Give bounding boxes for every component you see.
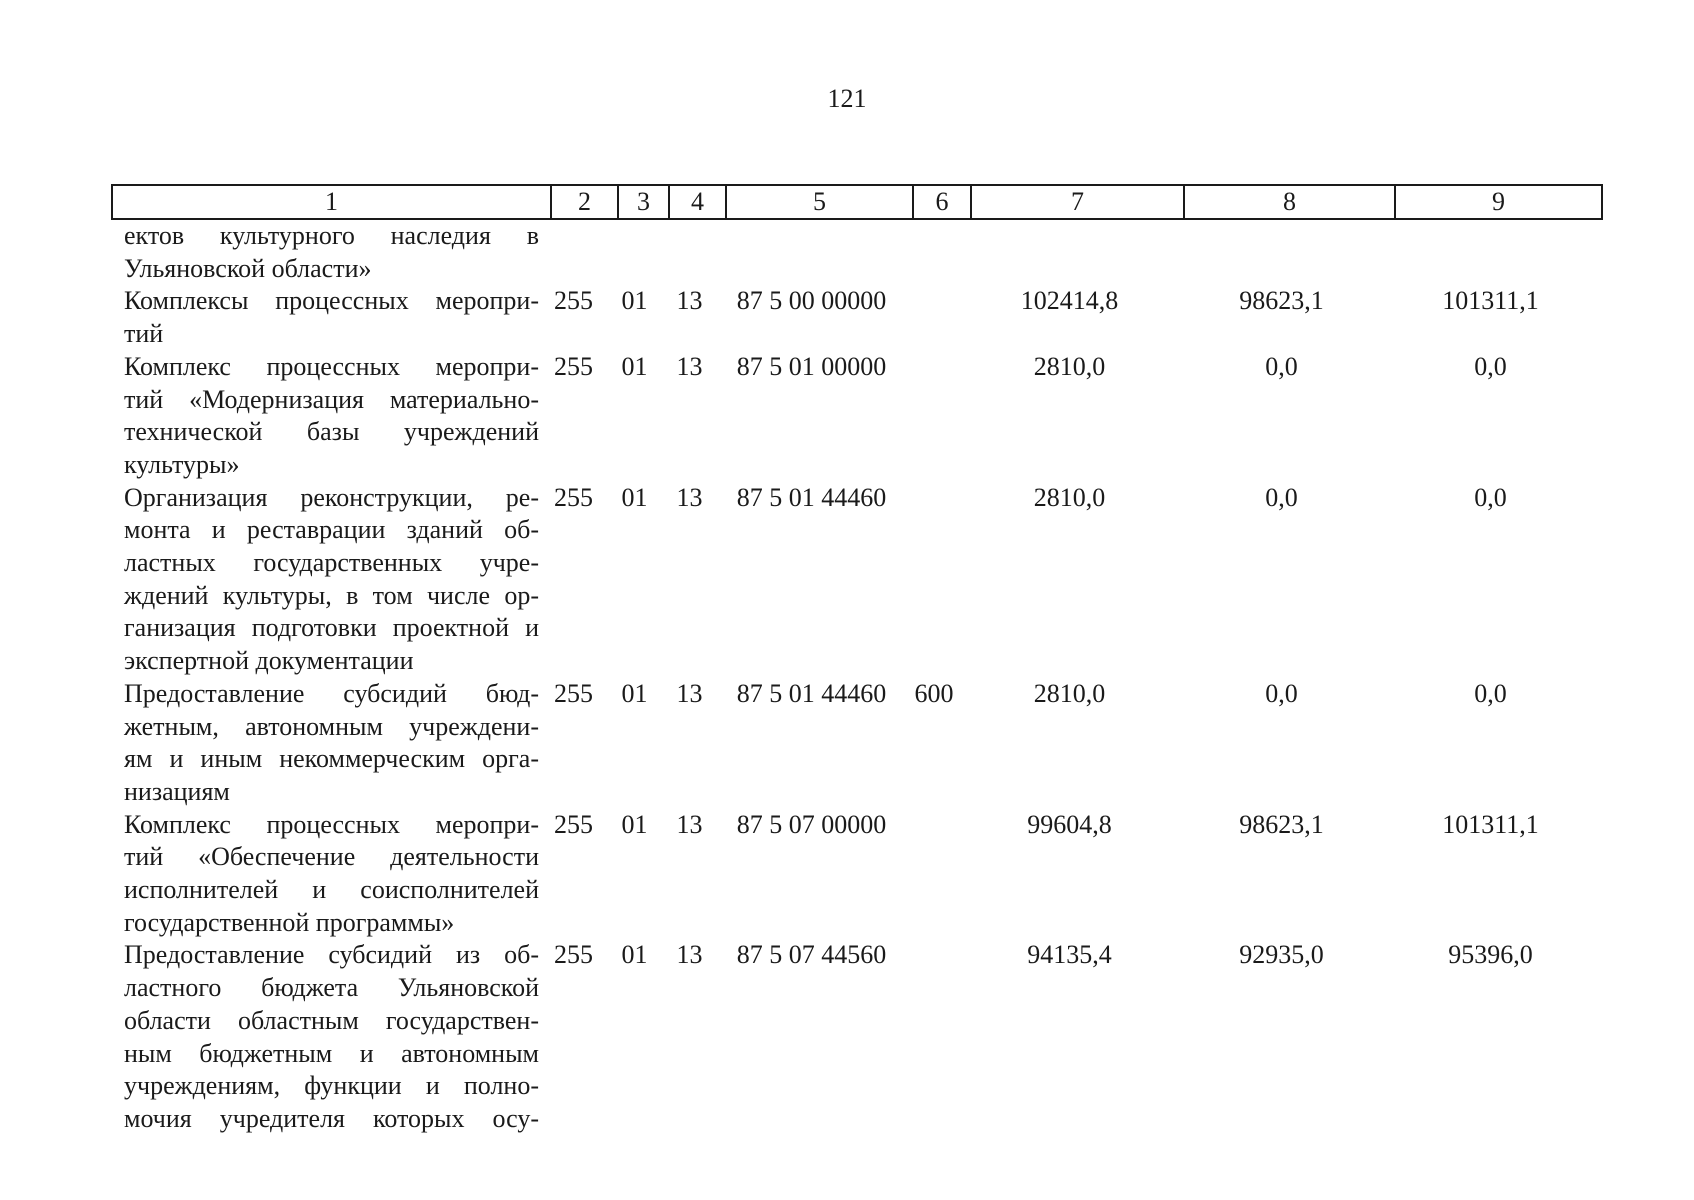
cell-col-4: 13 [676, 809, 703, 839]
table-row [111, 482, 1596, 678]
cell-col-8: 92935,0 [1239, 940, 1324, 970]
column-header-2: 2 [551, 185, 618, 219]
cell-col-3: 01 [621, 678, 648, 708]
description-line: Комплексы процессных меропри- [124, 286, 539, 316]
cell-col-3: 01 [621, 286, 648, 316]
cell-col-2: 255 [554, 351, 593, 381]
cell-col-2: 255 [554, 678, 593, 708]
description-line: ным бюджетным и автономным [124, 1038, 539, 1068]
table-row [111, 939, 1596, 1135]
cell-col-9: 95396,0 [1448, 940, 1533, 970]
description-line: мочия учредителя которых осу- [124, 1103, 539, 1133]
cell-col-9: 0,0 [1474, 482, 1507, 512]
cell-col-5: 87 5 07 44560 [736, 940, 887, 970]
cell-col-3: 01 [621, 940, 648, 970]
cell-col-8: 0,0 [1265, 351, 1298, 381]
column-header-5: 5 [726, 185, 913, 219]
cell-col-4: 13 [676, 351, 703, 381]
description-line: Организация реконструкции, ре- [124, 482, 539, 512]
cell-col-4: 13 [676, 678, 703, 708]
description-line: тий [124, 319, 164, 349]
description-line: низациям [124, 776, 230, 806]
description-line: ластных государственных учре- [124, 548, 539, 578]
cell-col-2: 255 [554, 940, 593, 970]
cell-col-5: 87 5 07 00000 [736, 809, 887, 839]
cell-col-3: 01 [621, 351, 648, 381]
description-line: технической базы учреждений [124, 417, 539, 447]
description-line: тий «Модернизация материально- [124, 384, 539, 414]
row-description [111, 809, 539, 940]
row-description [111, 482, 539, 678]
description-line: Комплекс процессных меропри- [124, 351, 539, 381]
description-line: области областным государствен- [124, 1005, 539, 1035]
description-line: ганизация подготовки проектной и [124, 613, 539, 643]
cell-col-5: 87 5 01 00000 [736, 351, 887, 381]
row-description [111, 220, 539, 285]
description-line: Предоставление субсидий из об- [124, 940, 539, 970]
cell-col-4: 13 [676, 482, 703, 512]
cell-col-4: 13 [676, 286, 703, 316]
cell-col-3: 01 [621, 809, 648, 839]
cell-col-5: 87 5 01 44460 [736, 482, 887, 512]
cell-col-9: 0,0 [1474, 678, 1507, 708]
column-header-3: 3 [618, 185, 669, 219]
cell-col-9: 101311,1 [1442, 286, 1539, 316]
cell-col-7: 2810,0 [1033, 482, 1106, 512]
cell-col-8: 0,0 [1265, 678, 1298, 708]
column-header-table [111, 184, 1603, 220]
cell-col-7: 2810,0 [1033, 678, 1106, 708]
cell-col-8: 98623,1 [1239, 286, 1324, 316]
cell-col-2: 255 [554, 482, 593, 512]
column-header-9: 9 [1395, 185, 1602, 219]
description-line: государственной программы» [124, 907, 455, 937]
table-row [111, 220, 1596, 285]
description-line: экспертной документации [124, 646, 414, 676]
cell-col-7: 99604,8 [1027, 809, 1112, 839]
table-row [111, 351, 1596, 482]
row-description [111, 939, 539, 1135]
description-line: культуры» [124, 449, 240, 479]
description-line: ждений культуры, в том числе ор- [124, 580, 539, 610]
cell-col-7: 2810,0 [1033, 351, 1106, 381]
table-body [111, 220, 1596, 1136]
column-header-7: 7 [971, 185, 1184, 219]
column-header-4: 4 [669, 185, 726, 219]
cell-col-9: 101311,1 [1442, 809, 1539, 839]
column-header-6: 6 [913, 185, 971, 219]
cell-col-5: 87 5 00 00000 [736, 286, 887, 316]
cell-col-5: 87 5 01 44460 [736, 678, 887, 708]
row-description [111, 678, 539, 809]
cell-col-9: 0,0 [1474, 351, 1507, 381]
description-line: учреждениям, функции и полно- [124, 1071, 539, 1101]
cell-col-4: 13 [676, 940, 703, 970]
table-row [111, 678, 1596, 809]
description-line: монта и реставрации зданий об- [124, 515, 539, 545]
description-line: Предоставление субсидий бюд- [124, 678, 539, 708]
cell-col-8: 98623,1 [1239, 809, 1324, 839]
cell-col-2: 255 [554, 286, 593, 316]
row-description [111, 285, 539, 350]
cell-col-6: 600 [914, 678, 954, 708]
cell-col-7: 102414,8 [1020, 286, 1119, 316]
description-line: ектов культурного наследия в [124, 221, 539, 250]
column-header-1: 1 [112, 185, 551, 219]
description-line: исполнителей и соисполнителей [124, 875, 539, 905]
description-line: Комплекс процессных меропри- [124, 809, 539, 839]
table-row [111, 285, 1596, 350]
description-line: ям и иным некоммерческим орга- [124, 744, 539, 774]
cell-col-8: 0,0 [1265, 482, 1298, 512]
column-header-8: 8 [1184, 185, 1395, 219]
cell-col-3: 01 [621, 482, 648, 512]
table-row [111, 809, 1596, 940]
description-line: ластного бюджета Ульяновской [124, 973, 539, 1003]
description-line: тий «Обеспечение деятельности [124, 842, 539, 872]
cell-col-2: 255 [554, 809, 593, 839]
row-description [111, 351, 539, 482]
description-line: Ульяновской области» [124, 253, 372, 283]
cell-col-7: 94135,4 [1027, 940, 1112, 970]
description-line: жетным, автономным учреждени- [124, 711, 539, 741]
page-number: 121 [827, 84, 867, 113]
